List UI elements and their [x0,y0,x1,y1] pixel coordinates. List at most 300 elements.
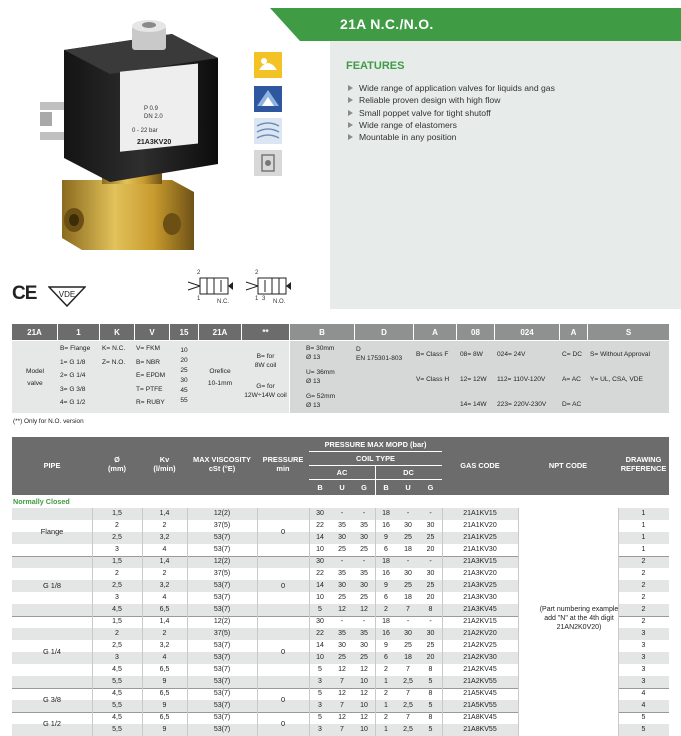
cell-dc-u: 18 [404,594,412,601]
pressure-min-value: 0 [280,581,286,590]
cell-dc-b: 2 [384,666,388,673]
pipe-options: B= Flange 1= G 1/8 2= G 1/4 3= G 3/8 4= G 1/2 [60,345,91,407]
col-dc: DC [403,468,414,477]
cell-dc-g: - [429,510,432,517]
cell-diameter: 2,5 [112,534,122,541]
col-npt-code: NPT CODE [548,461,588,470]
no-version-note: (**) Only for N.O. version [13,418,84,425]
cell-gas-code: 21A1KV25 [463,534,497,541]
cell-diameter: 4,5 [112,666,122,673]
current-ac: A= AC [562,376,581,383]
cell-drawing-ref: 3 [641,666,646,673]
cell-ac-g: 10 [360,726,368,733]
cell-ac-g: 30 [360,582,368,589]
cell-ac-b: 22 [316,570,324,577]
col-ac-u: U [339,483,345,492]
main-table-header [12,437,669,495]
cell-dc-g: 25 [426,642,435,649]
cell-dc-u: 2,5 [403,678,413,685]
cell-dc-u: 7 [406,606,410,613]
cell-drawing-ref: 3 [641,642,646,649]
cell-gas-code: 21A3KV20 [463,570,497,577]
no-port-2: 2 [255,270,259,276]
cell-ac-b: 22 [316,522,324,529]
title-bar-corner [270,8,300,41]
cell-ac-b: 30 [316,510,324,517]
cell-ac-g: 25 [360,654,368,661]
cell-kv: 6,5 [159,714,170,721]
cell-dc-b: 2 [384,690,388,697]
cell-kv: 4 [162,546,167,553]
cell-gas-code: 21A3KV25 [463,582,497,589]
cell-ac-u: 35 [338,522,346,529]
code-header-series: 21A [12,324,57,340]
function-options: K= N.C. Z= N.O. [102,345,126,366]
voltage-220v: 223= 220V-230V [497,401,547,408]
cell-ac-b: 3 [318,702,322,709]
cell-dc-b: 18 [382,618,390,625]
cell-dc-b: 16 [382,522,390,529]
cell-ac-u: 7 [340,726,344,733]
cell-drawing-ref: 1 [641,510,646,517]
cell-drawing-ref: 1 [641,522,646,529]
cell-dc-u: 25 [404,582,412,589]
cell-gas-code: 21A2KV15 [463,618,497,625]
cell-dc-b: 9 [384,534,388,541]
approval-ul-csa-vde: Y= UL, CSA, VDE [590,376,643,383]
label-text-1: P 0.9 [144,106,158,112]
cell-viscosity: 53(7) [213,714,231,721]
cell-dc-u: 18 [404,546,412,553]
column-divider [187,508,188,736]
cell-diameter: 5,5 [112,726,122,733]
cell-ac-u: 35 [338,570,346,577]
cell-gas-code: 21A2KV30 [463,654,497,661]
cell-ac-g: 35 [360,570,368,577]
cell-drawing-ref: 3 [641,630,646,637]
coil-dimension-options: B= 30mm Ø 13 U= 36mm Ø 13 G= 52mm Ø 13 [306,345,336,409]
col-ac: AC [336,468,348,477]
cell-dc-g: 25 [426,534,435,541]
cell-ac-g: 12 [360,666,368,673]
nc-port-2: 2 [197,270,201,276]
vacuum-application-icon [254,150,282,176]
cell-ac-b: 10 [316,654,324,661]
cell-diameter: 2 [115,522,119,529]
page-title: 21A N.C./N.O. [340,16,434,32]
cell-kv: 6,5 [159,690,170,697]
npt-code-note: (Part numbering example add "N" at the 4th digit 21AN2K0V20) [539,606,619,631]
cell-dc-g: 30 [426,570,435,577]
cell-kv: 9 [162,702,167,709]
cell-ac-u: 30 [338,642,346,649]
cell-kv: 4 [162,594,167,601]
cell-dc-u: 2,5 [403,702,413,709]
cell-ac-u: 12 [338,690,346,697]
cell-ac-g: 30 [360,534,368,541]
col-coil-type: COIL TYPE [356,454,395,463]
cell-dc-g: 8 [428,666,433,673]
cell-ac-g: 35 [360,630,368,637]
column-divider [618,508,619,736]
vde-mark-icon [48,285,86,307]
pressure-min-value: 0 [280,695,286,704]
cell-ac-u: 35 [338,630,346,637]
column-divider [375,508,376,736]
label-text-2: DN 2.0 [144,114,163,120]
nc-symbol-label: N.C. [217,299,229,305]
cell-diameter: 4,5 [112,714,122,721]
cell-gas-code: 21A2KV20 [463,630,497,637]
cell-ac-u: 7 [340,678,344,685]
cell-ac-u: 12 [338,666,346,673]
cell-dc-g: 20 [426,546,435,553]
cell-gas-code: 21A3KV30 [463,594,497,601]
cell-ac-g: - [362,618,366,625]
current-ac-2: D= AC [562,401,582,408]
orifice-label: Orefice 10-1mm [207,368,233,387]
column-divider [518,508,519,736]
cell-drawing-ref: 5 [641,714,646,721]
cell-ac-b: 10 [316,546,324,553]
cell-viscosity: 53(7) [213,534,231,541]
cell-ac-b: 5 [318,690,322,697]
cell-viscosity: 53(7) [213,702,231,709]
cell-drawing-ref: 2 [641,606,646,613]
code-header-seal: V [135,324,169,340]
cell-kv: 1,4 [159,510,170,517]
vde-label: VDE [58,290,76,299]
cell-ac-g: 12 [360,690,368,697]
cell-dc-g: 30 [426,630,435,637]
cell-dc-b: 1 [384,678,388,685]
cell-ac-g: 10 [360,702,368,709]
cell-kv: 4 [162,654,167,661]
cell-ac-g: 12 [360,606,368,613]
pressure-min-value: 0 [280,527,286,536]
cell-drawing-ref: 2 [641,618,646,625]
cell-drawing-ref: 2 [641,570,646,577]
code-header-series-2: 21A [199,324,241,340]
section-normally-closed: Normally Closed [13,497,70,506]
cell-drawing-ref: 4 [641,702,646,709]
connector-option: D EN 175301-803 [356,346,403,362]
code-header-power: 08 [457,324,494,340]
current-dc: C= DC [562,351,582,358]
cell-ac-b: 3 [318,678,322,685]
ce-mark-icon: CE [12,283,37,304]
feature-item: Reliable proven design with high flow [346,94,555,106]
cell-gas-code: 21A3KV15 [463,558,497,565]
cell-diameter: 4,5 [112,690,122,697]
cell-dc-u: 25 [404,534,412,541]
code-header-approval: S [588,324,669,340]
cell-ac-g: - [362,510,366,517]
cell-dc-b: 16 [382,570,390,577]
cell-ac-b: 30 [316,558,324,565]
cell-ac-g: 25 [360,594,368,601]
cell-gas-code: 21A2KV55 [463,678,497,685]
cell-drawing-ref: 1 [641,534,646,541]
cell-kv: 3,2 [159,582,170,589]
label-text-3: 0 - 22 bar [132,128,158,134]
pressure-min-value: 0 [280,719,286,728]
cell-diameter: 3 [115,654,119,661]
cell-dc-g: 25 [426,582,435,589]
no-symbol-label: N.O. [273,299,286,305]
cell-ac-b: 5 [318,714,322,721]
cell-diameter: 2,5 [112,582,122,589]
code-header-coil-dim: B [290,324,354,340]
cell-ac-b: 3 [318,726,322,733]
col-drawing-reference: DRAWING REFERENCE [620,455,667,473]
col-dc-g: G [427,483,434,492]
pressure-min-value: 0 [280,647,286,656]
cell-dc-b: 2 [384,606,388,613]
cell-diameter: 2,5 [112,642,122,649]
code-header-pipe: 1 [58,324,99,340]
cell-diameter: 2 [115,630,119,637]
col-ac-g: G [361,483,367,492]
cell-ac-u: 12 [338,606,346,613]
cell-dc-g: 5 [428,726,433,733]
cell-ac-u: 30 [338,582,346,589]
cell-dc-b: 9 [384,642,388,649]
col-ac-b: B [317,483,323,492]
cell-diameter: 1,5 [112,510,122,517]
cell-ac-g: - [362,558,366,565]
cell-kv: 6,5 [159,666,170,673]
cell-kv: 1,4 [159,558,170,565]
feature-item: Mountable in any position [346,131,555,143]
code-header-coil-size: ** [242,324,289,340]
air-application-icon [254,118,282,144]
cell-dc-u: 7 [406,714,410,721]
cell-diameter: 5,5 [112,702,122,709]
cell-dc-u: 30 [404,630,412,637]
solenoid-valve-image [22,12,247,267]
voltage-24v: 024= 24V [497,351,526,358]
liquid-application-icon [254,52,282,78]
voltage-110v: 112= 110V-120V [497,376,546,383]
cell-viscosity: 53(7) [213,642,231,649]
cell-dc-b: 18 [382,510,390,517]
cell-gas-code: 21A8KV55 [463,726,497,733]
cell-diameter: 3 [115,546,119,553]
column-divider [92,508,93,736]
cell-ac-b: 30 [316,618,324,625]
cell-drawing-ref: 4 [641,690,646,697]
cell-ac-u: - [340,558,344,565]
cell-dc-b: 1 [384,702,388,709]
cell-diameter: 3 [115,594,119,601]
cell-kv: 3,2 [159,534,170,541]
cell-viscosity: 53(7) [213,594,231,601]
pipe-group-label: G 3/8 [42,695,62,704]
cell-dc-b: 2 [384,714,388,721]
col-max-viscosity: MAX VISCOSITY cSt (°E) [193,455,251,473]
cell-kv: 9 [162,726,167,733]
label-model: 21A3KV20 [137,139,172,146]
cell-dc-u: 25 [404,642,412,649]
cell-kv: 3,2 [159,642,170,649]
pipe-group-label: G 1/4 [42,647,62,656]
cell-viscosity: 53(7) [213,654,231,661]
features-list [346,82,555,143]
cell-dc-g: 8 [428,690,433,697]
cell-gas-code: 21A1KV30 [463,546,497,553]
cell-kv: 9 [162,678,167,685]
cell-viscosity: 12(2) [213,510,231,517]
cell-dc-b: 16 [382,630,390,637]
cell-gas-code: 21A2KV45 [463,666,497,673]
cell-ac-b: 14 [316,642,324,649]
cell-dc-u: - [406,558,410,565]
cell-ac-g: 35 [360,522,368,529]
cell-drawing-ref: 5 [641,726,646,733]
cell-diameter: 2 [115,570,119,577]
cell-diameter: 4,5 [112,606,122,613]
code-header-insulation: A [414,324,456,340]
pipe-group-label: Flange [40,527,64,536]
cell-dc-b: 6 [384,546,388,553]
cell-ac-u: - [340,618,344,625]
cell-dc-b: 9 [384,582,388,589]
cell-viscosity: 53(7) [213,546,231,553]
cell-kv: 1,4 [159,618,170,625]
cell-gas-code: 21A3KV45 [463,606,497,613]
pipe-group-label: G 1/2 [42,719,62,728]
cell-dc-b: 6 [384,594,388,601]
cell-dc-g: 5 [428,678,433,685]
code-header-current: A [560,324,587,340]
cell-kv: 2 [162,522,167,529]
no-port-1: 1 [255,296,259,302]
cell-dc-b: 18 [382,558,390,565]
cell-ac-b: 14 [316,534,324,541]
cell-viscosity: 53(7) [213,606,231,613]
column-divider [309,508,310,736]
power-12w: 12= 12W [460,376,487,383]
cell-dc-u: 30 [404,570,412,577]
cell-drawing-ref: 3 [641,654,646,661]
col-pressure-min: PRESSURE min [262,455,304,473]
cell-dc-u: 7 [406,690,410,697]
coil-size-options: B= for 8W coil G= for 12W÷14W coil [244,353,287,399]
cell-diameter: 1,5 [112,558,122,565]
cell-gas-code: 21A2KV25 [463,642,497,649]
cell-viscosity: 37(5) [213,570,231,577]
cell-dc-g: 8 [428,606,433,613]
orifice-options: 10 20 25 30 45 55 [180,347,188,404]
column-divider [257,508,258,736]
cell-drawing-ref: 1 [641,546,646,553]
cell-viscosity: 37(5) [213,522,231,529]
no-port-3: 3 [262,296,266,302]
cell-ac-u: 12 [338,714,346,721]
cell-dc-u: 18 [404,654,412,661]
cell-drawing-ref: 3 [641,678,646,685]
insulation-class-f: B= Class F [416,351,449,358]
cell-ac-b: 14 [316,582,324,589]
cell-ac-g: 25 [360,546,368,553]
cell-viscosity: 53(7) [213,690,231,697]
cell-ac-b: 22 [316,630,324,637]
cell-dc-g: 20 [426,654,435,661]
col-dc-b: B [383,483,389,492]
cell-kv: 2 [162,570,167,577]
code-header-orifice: 15 [170,324,198,340]
cell-ac-u: 25 [338,594,346,601]
cell-ac-u: 7 [340,702,344,709]
code-header-function: K [100,324,134,340]
cell-ac-b: 10 [316,594,324,601]
cell-ac-b: 5 [318,666,322,673]
col-pipe: PIPE [43,461,61,470]
col-gas-code: GAS CODE [460,461,500,470]
insulation-class-h: V= Class H [416,376,450,383]
cell-dc-u: 30 [404,522,412,529]
cell-ac-u: - [340,510,344,517]
cell-dc-g: 5 [428,702,433,709]
cell-drawing-ref: 2 [641,594,646,601]
pipe-group-label: G 1/8 [42,581,62,590]
cell-dc-u: - [406,510,410,517]
cell-gas-code: 21A5KV55 [463,702,497,709]
cell-diameter: 1,5 [112,618,122,625]
cell-viscosity: 53(7) [213,678,231,685]
cell-kv: 6,5 [159,606,170,613]
cell-dc-b: 1 [384,726,388,733]
feature-item: Wide range of elastomers [346,119,555,131]
cell-kv: 2 [162,630,167,637]
col-mopd: PRESSURE MAX MOPD (bar) [324,440,427,449]
cell-gas-code: 21A5KV45 [463,690,497,697]
cell-viscosity: 53(7) [213,726,231,733]
power-14w: 14= 14W [460,401,487,408]
cell-ac-u: 25 [338,546,346,553]
cell-dc-b: 6 [384,654,388,661]
column-divider [442,508,443,736]
cell-dc-g: - [429,618,432,625]
cell-dc-u: - [406,618,410,625]
cell-ac-u: 25 [338,654,346,661]
code-header-voltage: 024 [495,324,559,340]
cell-ac-g: 30 [360,642,368,649]
cell-dc-g: 8 [428,714,433,721]
cell-drawing-ref: 2 [641,558,646,565]
cell-dc-g: - [429,558,432,565]
cell-viscosity: 53(7) [213,582,231,589]
code-header-connector: D [355,324,413,340]
feature-item: Wide range of application valves for liquids and gas [346,82,555,94]
cell-ac-g: 12 [360,714,368,721]
cell-dc-g: 20 [426,594,435,601]
col-dc-u: U [405,483,411,492]
cell-viscosity: 12(2) [213,558,231,565]
cell-dc-g: 30 [426,522,435,529]
cell-ac-b: 5 [318,606,322,613]
power-8w: 08= 8W [460,351,483,358]
cell-dc-u: 7 [406,666,410,673]
cell-diameter: 5,5 [112,678,122,685]
model-valve-label: Model valve [26,368,44,387]
cell-dc-u: 2,5 [403,726,413,733]
features-title: FEATURES [346,60,405,72]
cell-viscosity: 37(5) [213,630,231,637]
column-divider [142,508,143,736]
approval-none: S= Without Approval [590,351,650,358]
